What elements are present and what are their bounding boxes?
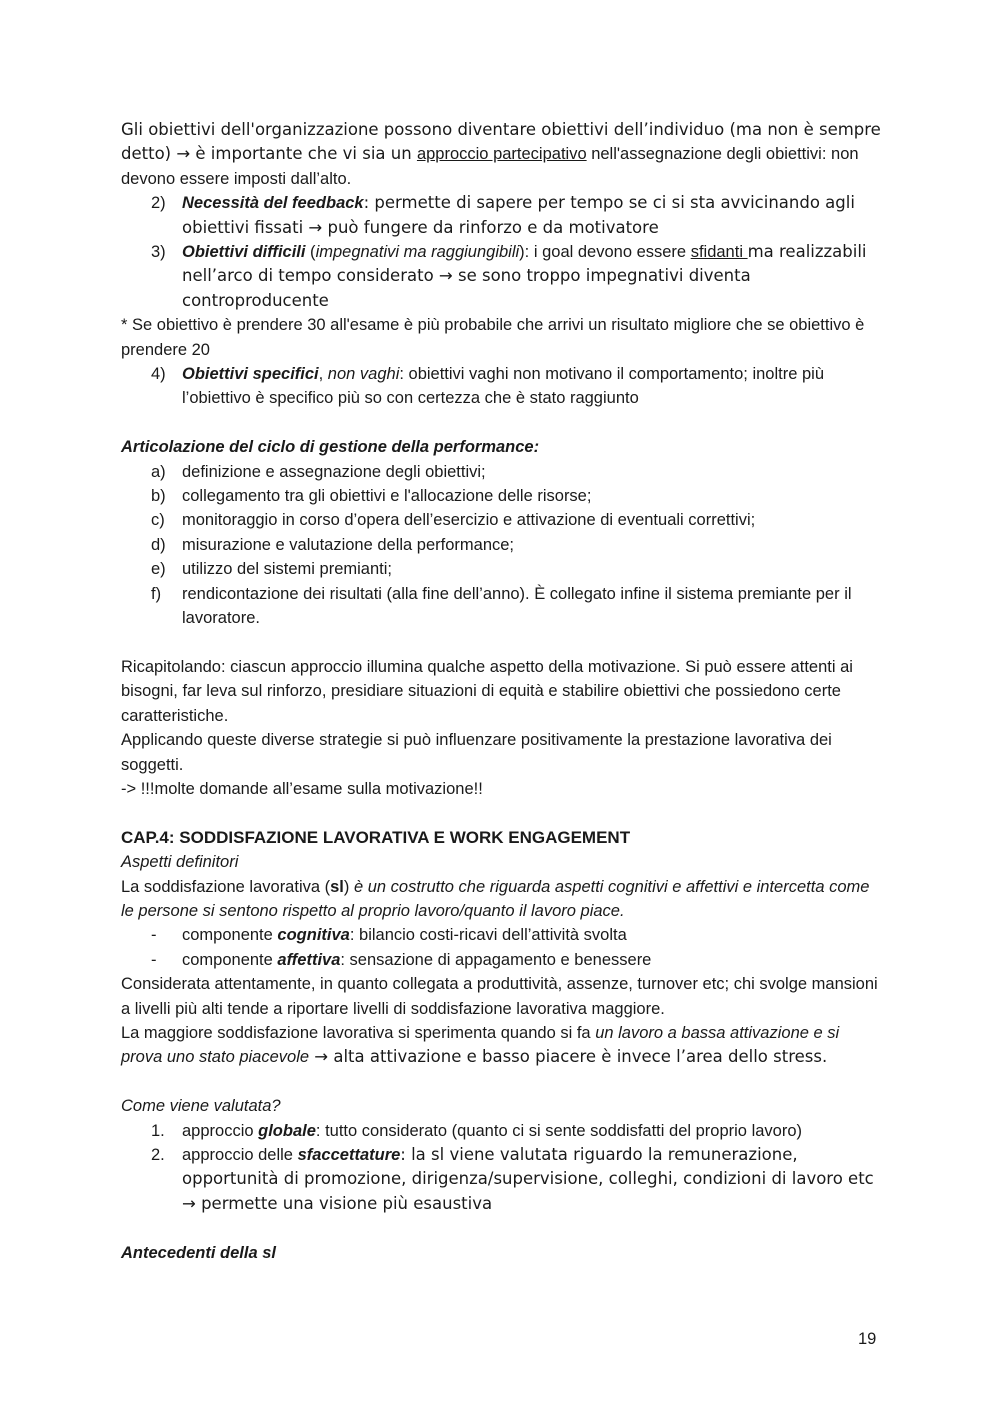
- list-text: definizione e assegnazione degli obiettivi;: [182, 462, 486, 481]
- valutata-item-2: [121, 1143, 881, 1216]
- recap-paragraph-2: Applicando queste diverse strategie si può influenzare positivamente la prestazione lavorativa dei soggetti.: [121, 731, 832, 774]
- list-text: : permette di sapere per tempo se ci si sta avvicinando agli obiettivi fissati → può fungere da rinforzo e da motivatore: [182, 193, 855, 237]
- list-marker: 3): [151, 243, 166, 262]
- list-text: ): i goal devono essere: [519, 243, 691, 262]
- valutata-item-1: [121, 1119, 881, 1143]
- list-term: globale: [258, 1121, 316, 1140]
- definition-paragraph: [121, 875, 881, 924]
- def-text: ): [343, 877, 354, 896]
- intro-text: Gli obiettivi dell'organizzazione possono diventare obiettivi dell’individuo (ma non è sempre detto) → è importante che vi sia un: [121, 120, 881, 164]
- maggiore-paragraph: [121, 1021, 881, 1070]
- intro-underlined: approccio partecipativo: [416, 145, 587, 164]
- list-text: : bilancio costi-ricavi dell’attività svolta: [349, 926, 627, 945]
- cycle-item-f: [121, 582, 881, 631]
- cycle-item-e: [121, 557, 881, 581]
- def-text: La soddisfazione lavorativa (: [121, 877, 331, 896]
- cycle-heading: Articolazione del ciclo di gestione della performance:: [121, 438, 540, 457]
- list-marker: -: [151, 926, 157, 945]
- list-text: approccio delle: [182, 1146, 298, 1164]
- list-item-obiettivi-specifici: [121, 362, 881, 411]
- antecedenti-heading: Antecedenti della sl: [121, 1243, 276, 1262]
- list-term: sfaccettature: [297, 1146, 401, 1164]
- list-term: cognitiva: [277, 926, 350, 945]
- list-text: : la sl viene valutata riguardo la remunerazione, opportunità di promozione, dirigenza/supervisione, colleghi, condizioni di lavoro etc → permette una visione più esaustiva: [182, 1145, 874, 1213]
- list-text: (: [305, 243, 316, 262]
- list-text: rendicontazione dei risultati (alla fine dell’anno). È collegato infine il sistema premiante per il lavoratore.: [182, 584, 852, 628]
- list-term: Necessità del feedback: [182, 194, 364, 213]
- list-text: componente: [182, 950, 278, 969]
- cycle-item-c: [121, 508, 881, 532]
- page-number: 19: [858, 1330, 877, 1348]
- recap-paragraph-3: -> !!!molte domande all’esame sulla motivazione!!: [121, 779, 483, 798]
- section-subtitle: Aspetti definitori: [121, 853, 239, 872]
- list-text: monitoraggio in corso d’opera dell’esercizio e attivazione di eventuali correttivi;: [182, 511, 756, 530]
- component-cognitiva: [121, 923, 881, 947]
- cycle-item-d: [121, 533, 881, 557]
- list-marker: 4): [151, 365, 166, 384]
- list-text: : tutto considerato (quanto ci si sente soddisfatti del proprio lavoro): [315, 1121, 803, 1140]
- list-text: approccio: [182, 1121, 259, 1140]
- list-marker: 2): [151, 194, 166, 213]
- list-marker: d): [151, 535, 166, 554]
- list-item-feedback: [121, 191, 881, 240]
- note-paragraph: * Se obiettivo è prendere 30 all'esame è più probabile che arrivi un risultato migliore che se obiettivo è prendere 20: [121, 316, 865, 359]
- list-text: componente: [182, 926, 278, 945]
- def-bold: sl: [330, 877, 344, 896]
- list-text: ma realizzabili nell’arco di tempo considerato → se sono troppo impegnativi diventa controproducente: [182, 242, 867, 310]
- list-term: affettiva: [277, 950, 341, 969]
- valutata-question: Come viene valutata?: [121, 1097, 281, 1116]
- component-affettiva: [121, 948, 881, 972]
- list-marker: b): [151, 487, 166, 506]
- intro-paragraph: [121, 118, 881, 191]
- cycle-item-a: [121, 460, 881, 484]
- document-page: [121, 118, 881, 1265]
- list-marker: f): [151, 584, 162, 603]
- chapter-title: CAP.4: SODDISFAZIONE LAVORATIVA E WORK ENGAGEMENT: [121, 827, 631, 847]
- para-text: → alta attivazione e basso piacere è invece l’area dello stress.: [309, 1047, 828, 1067]
- list-italic: non vaghi: [327, 365, 400, 384]
- list-text: : obiettivi vaghi non motivano il comportamento; inoltre più l’obiettivo è specifico più so con certezza che è stato raggiunto: [182, 365, 825, 408]
- list-marker: a): [151, 462, 166, 481]
- list-marker: 2.: [151, 1146, 165, 1164]
- para-italic: un lavoro a bassa attivazione e si prova uno stato piacevole: [121, 1023, 840, 1067]
- list-marker: 1.: [151, 1121, 165, 1140]
- list-marker: e): [151, 560, 166, 579]
- def-italic: è un costrutto che riguarda aspetti cognitivi e affettivi e intercetta come le persone si sentono rispetto al proprio lavoro/quanto il lavoro piace.: [121, 877, 870, 920]
- list-term: Obiettivi difficili: [182, 243, 306, 262]
- list-text: ,: [318, 365, 328, 384]
- list-term: Obiettivi specifici: [182, 365, 319, 384]
- list-text: utilizzo del sistemi premianti;: [182, 560, 392, 579]
- cycle-item-b: [121, 484, 881, 508]
- list-item-obiettivi-difficili: [121, 240, 881, 313]
- recap-paragraph-1: Ricapitolando: ciascun approccio illumina qualche aspetto della motivazione. Si può essere attenti ai bisogni, far leva sul rinforzo, presidiare situazioni di equità e stabilire obiettivi che possiedono certe caratteristiche.: [121, 657, 853, 725]
- list-underlined: sfidanti: [690, 243, 748, 262]
- list-text: misurazione e valutazione della performance;: [182, 535, 515, 554]
- list-italic: impegnativi ma raggiungibili: [315, 243, 520, 262]
- considerata-paragraph: Considerata attentamente, in quanto collegata a produttività, assenze, turnover etc; chi svolge mansioni a livelli più alti tende a riportare livelli di soddisfazione lavorativa maggiore.: [121, 975, 878, 1018]
- list-marker: c): [151, 511, 165, 530]
- para-text: La maggiore soddisfazione lavorativa si sperimenta quando si fa: [121, 1023, 596, 1042]
- list-text: : sensazione di appagamento e benessere: [340, 950, 652, 969]
- list-marker: -: [151, 950, 157, 969]
- intro-text-end: nell'assegnazione degli obiettivi: non devono essere imposti dall’alto.: [121, 145, 859, 188]
- list-text: collegamento tra gli obiettivi e l'allocazione delle risorse;: [182, 487, 592, 506]
